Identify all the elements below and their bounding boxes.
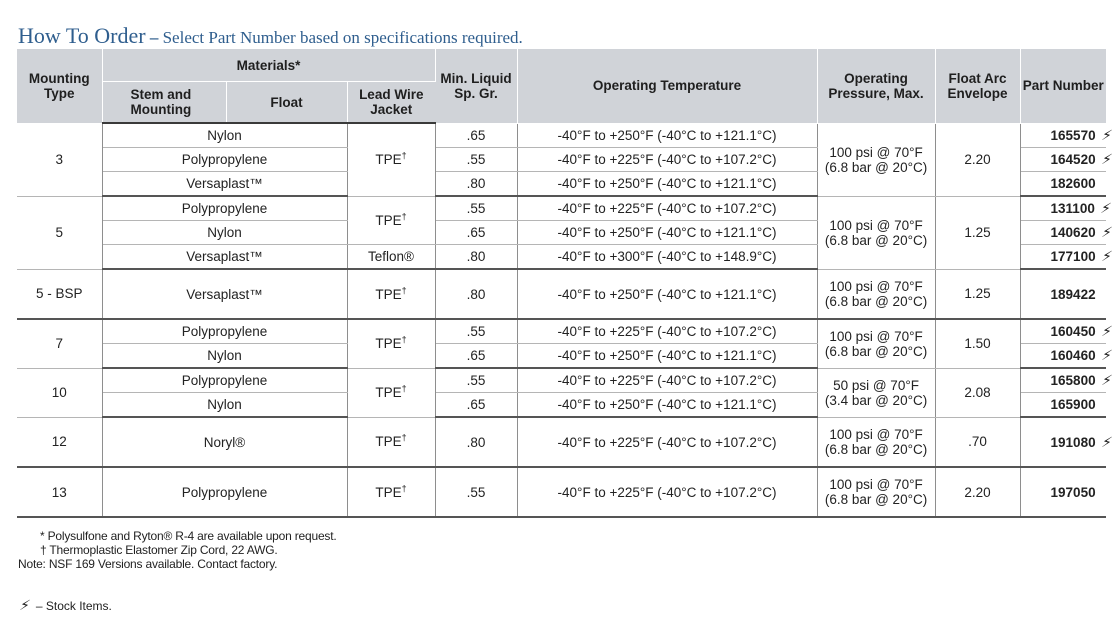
lead-wire-jacket-cell <box>347 123 435 196</box>
table-row <box>17 467 1106 517</box>
material-cell: Versaplast™ <box>102 269 347 319</box>
pressure-line-bar: (6.8 bar @ 20°C) <box>824 343 928 359</box>
header-materials: Materials* <box>102 49 435 82</box>
min-liquid-sp-gr-cell: .55 <box>435 319 517 344</box>
float-arc-envelope-cell: 2.20 <box>935 123 1020 196</box>
part-number-cell <box>1020 393 1106 418</box>
min-liquid-sp-gr-cell: .80 <box>435 245 517 270</box>
pressure-line-psi: 100 psi @ 70°F <box>829 278 923 294</box>
lightning-bolt-icon: ⚡ <box>1099 200 1113 216</box>
stock-legend-text: – Stock Items. <box>35 599 112 613</box>
header-operating-pressure: Operating Pressure, Max. <box>817 49 935 123</box>
operating-temperature-cell: -40°F to +225°F (-40°C to +107.2°C) <box>517 467 817 517</box>
min-liquid-sp-gr-cell: .65 <box>435 123 517 148</box>
table-row <box>17 269 1106 319</box>
mounting-type-cell: 5 - BSP <box>17 269 102 319</box>
operating-pressure-cell <box>817 196 935 269</box>
part-number-cell <box>1020 467 1106 517</box>
jacket-label: TPE <box>375 336 402 352</box>
pressure-line-bar: (6.8 bar @ 20°C) <box>824 232 928 248</box>
table-row <box>17 319 1106 344</box>
operating-temperature-cell: -40°F to +225°F (-40°C to +107.2°C) <box>517 368 817 393</box>
part-number: 140620 <box>1050 225 1096 240</box>
title-subtitle: Select Part Number based on specifications required. <box>162 28 523 47</box>
min-liquid-sp-gr-cell: .65 <box>435 393 517 418</box>
lightning-bolt-icon: ⚡ <box>1099 433 1114 450</box>
material-cell: Nylon <box>102 221 347 245</box>
operating-pressure-cell <box>817 368 935 417</box>
pressure-line-psi: 100 psi @ 70°F <box>829 477 923 492</box>
material-cell: Polypropylene <box>102 148 347 172</box>
part-number: 197050 <box>1050 484 1096 500</box>
dagger-mark: † <box>401 483 407 493</box>
material-cell: Versaplast™ <box>102 245 347 270</box>
dagger-mark: † <box>401 150 407 161</box>
part-number: 165800 <box>1050 373 1096 388</box>
dagger-mark: † <box>401 432 407 443</box>
float-arc-envelope-cell: 1.50 <box>935 319 1020 368</box>
material-cell: Nylon <box>102 344 347 369</box>
header-part-number: Part Number <box>1020 49 1106 123</box>
pressure-line-psi: 100 psi @ 70°F <box>829 144 923 160</box>
operating-pressure-cell <box>817 467 935 517</box>
part-number-cell <box>1020 245 1114 270</box>
lead-wire-jacket-cell <box>347 319 435 368</box>
dagger-mark: † <box>401 334 407 345</box>
part-number: 160460 <box>1050 348 1096 363</box>
part-number-cell <box>1020 319 1114 344</box>
part-number: 160450 <box>1050 324 1096 339</box>
header-float: Float <box>226 82 347 124</box>
table-row <box>17 196 1106 221</box>
operating-temperature-cell: -40°F to +250°F (-40°C to +121.1°C) <box>517 123 817 148</box>
jacket-label: TPE <box>375 484 402 500</box>
operating-pressure-cell <box>817 417 935 467</box>
dagger-mark: † <box>401 383 407 394</box>
lightning-bolt-icon: ⚡ <box>1099 151 1114 167</box>
lightning-bolt-icon: ⚡ <box>1099 347 1114 363</box>
part-number: 182600 <box>1050 176 1096 191</box>
operating-temperature-cell: -40°F to +250°F (-40°C to +121.1°C) <box>517 269 817 319</box>
part-number: 165570 <box>1050 127 1096 143</box>
lead-wire-jacket-cell <box>347 196 435 245</box>
operating-temperature-cell: -40°F to +225°F (-40°C to +107.2°C) <box>517 148 817 172</box>
float-arc-envelope-cell: .70 <box>935 417 1020 467</box>
material-cell: Polypropylene <box>102 319 347 344</box>
pressure-line-psi: 100 psi @ 70°F <box>829 328 923 344</box>
material-cell: Polypropylene <box>102 368 347 393</box>
jacket-label: TPE <box>375 212 402 228</box>
pressure-line-bar: (6.8 bar @ 20°C) <box>824 441 928 457</box>
material-cell: Versaplast™ <box>102 172 347 197</box>
min-liquid-sp-gr-cell: .55 <box>435 467 517 517</box>
page-title <box>18 14 523 51</box>
footnote-dagger: † Thermoplastic Elastomer Zip Cord, 22 AWG. <box>40 543 278 557</box>
mounting-type-cell: 13 <box>17 467 102 517</box>
min-liquid-sp-gr-cell: .55 <box>435 148 517 172</box>
min-liquid-sp-gr-cell: .65 <box>435 344 517 369</box>
part-number-cell <box>1020 221 1114 245</box>
mounting-type-cell: 3 <box>17 123 102 196</box>
table-row <box>17 417 1106 467</box>
part-number: 191080 <box>1050 434 1096 450</box>
pressure-line-psi: 100 psi @ 70°F <box>829 426 923 442</box>
stock-legend <box>20 597 112 614</box>
header-min-liquid-sp-gr: Min. Liquid Sp. Gr. <box>435 49 517 123</box>
jacket-label: TPE <box>375 152 402 168</box>
mounting-type-cell: 7 <box>17 319 102 368</box>
operating-pressure-cell <box>817 269 935 319</box>
operating-temperature-cell: -40°F to +225°F (-40°C to +107.2°C) <box>517 319 817 344</box>
dagger-mark: † <box>401 211 407 222</box>
operating-temperature-cell: -40°F to +250°F (-40°C to +121.1°C) <box>517 172 817 197</box>
float-arc-envelope-cell: 1.25 <box>935 196 1020 269</box>
material-cell: Polypropylene <box>102 196 347 221</box>
table-header <box>17 49 1106 123</box>
footnote-asterisk: * Polysulfone and Ryton® R-4 are available upon request. <box>40 529 337 543</box>
jacket-label: TPE <box>375 286 402 302</box>
part-number: 177100 <box>1050 249 1096 264</box>
operating-temperature-cell: -40°F to +225°F (-40°C to +107.2°C) <box>517 196 817 221</box>
float-arc-envelope-cell: 2.08 <box>935 368 1020 417</box>
header-lead-wire-jacket: Lead Wire Jacket <box>347 82 435 124</box>
min-liquid-sp-gr-cell: .80 <box>435 172 517 197</box>
pressure-line-psi: 100 psi @ 70°F <box>829 217 923 233</box>
min-liquid-sp-gr-cell: .55 <box>435 368 517 393</box>
part-number: 165900 <box>1050 397 1096 412</box>
lead-wire-jacket-cell <box>347 269 435 319</box>
part-number-cell <box>1020 344 1114 369</box>
header-operating-temperature: Operating Temperature <box>517 49 817 123</box>
pressure-line-bar: (6.8 bar @ 20°C) <box>824 293 928 309</box>
operating-temperature-cell: -40°F to +250°F (-40°C to +121.1°C) <box>517 393 817 418</box>
material-cell: Nylon <box>102 123 347 148</box>
part-number: 131100 <box>1050 201 1095 216</box>
part-number-cell <box>1020 172 1106 197</box>
part-number: 189422 <box>1050 286 1096 302</box>
part-number-cell <box>1020 123 1114 148</box>
lead-wire-jacket-cell <box>347 368 435 417</box>
operating-temperature-cell: -40°F to +300°F (-40°C to +148.9°C) <box>517 245 817 270</box>
part-number: 164520 <box>1050 152 1096 167</box>
lightning-bolt-icon: ⚡ <box>1099 248 1114 264</box>
lightning-bolt-icon: ⚡ <box>1099 224 1114 240</box>
lightning-bolt-icon: ⚡ <box>1099 323 1114 339</box>
part-number-cell <box>1020 368 1114 393</box>
lead-wire-jacket-cell: Teflon® <box>347 245 435 270</box>
dagger-mark: † <box>401 285 407 295</box>
min-liquid-sp-gr-cell: .80 <box>435 417 517 467</box>
jacket-label: TPE <box>375 385 402 400</box>
pressure-line-bar: (3.4 bar @ 20°C) <box>824 392 928 408</box>
header-stem-and-mounting: Stem and Mounting <box>102 82 226 124</box>
mounting-type-cell: 12 <box>17 417 102 467</box>
lightning-bolt-icon: ⚡ <box>18 597 32 613</box>
operating-temperature-cell: -40°F to +250°F (-40°C to +121.1°C) <box>517 221 817 245</box>
pressure-line-bar: (6.8 bar @ 20°C) <box>824 159 928 175</box>
material-cell: Noryl® <box>102 417 347 467</box>
title-main: How To Order <box>18 23 146 48</box>
lightning-bolt-icon: ⚡ <box>1099 372 1114 388</box>
float-arc-envelope-cell: 1.25 <box>935 269 1020 319</box>
operating-temperature-cell: -40°F to +225°F (-40°C to +107.2°C) <box>517 417 817 467</box>
table-row <box>17 123 1106 148</box>
order-table <box>17 49 1114 518</box>
lead-wire-jacket-cell <box>347 417 435 467</box>
operating-pressure-cell <box>817 123 935 196</box>
table-row <box>17 368 1106 393</box>
material-cell: Polypropylene <box>102 467 347 517</box>
part-number-cell <box>1020 196 1113 221</box>
min-liquid-sp-gr-cell: .65 <box>435 221 517 245</box>
lead-wire-jacket-cell <box>347 467 435 517</box>
mounting-type-cell: 5 <box>17 196 102 269</box>
part-number-cell <box>1020 148 1114 172</box>
pressure-line-bar: (6.8 bar @ 20°C) <box>824 492 928 507</box>
header-float-arc-envelope: Float Arc Envelope <box>935 49 1020 123</box>
mounting-type-cell: 10 <box>17 368 102 417</box>
float-arc-envelope-cell: 2.20 <box>935 467 1020 517</box>
footnote-nsf: Note: NSF 169 Versions available. Contact factory. <box>18 557 278 571</box>
material-cell: Nylon <box>102 393 347 418</box>
footnotes <box>18 529 337 571</box>
part-number-cell <box>1020 417 1114 467</box>
table-body <box>17 123 1114 517</box>
min-liquid-sp-gr-cell: .80 <box>435 269 517 319</box>
operating-temperature-cell: -40°F to +250°F (-40°C to +121.1°C) <box>517 344 817 369</box>
lightning-bolt-icon: ⚡ <box>1099 126 1114 143</box>
title-dash: – <box>145 28 163 47</box>
jacket-label: TPE <box>375 434 402 450</box>
header-mounting-type: Mounting Type <box>17 49 102 123</box>
pressure-line-psi: 50 psi @ 70°F <box>833 377 919 393</box>
part-number-cell <box>1020 269 1106 319</box>
operating-pressure-cell <box>817 319 935 368</box>
min-liquid-sp-gr-cell: .55 <box>435 196 517 221</box>
